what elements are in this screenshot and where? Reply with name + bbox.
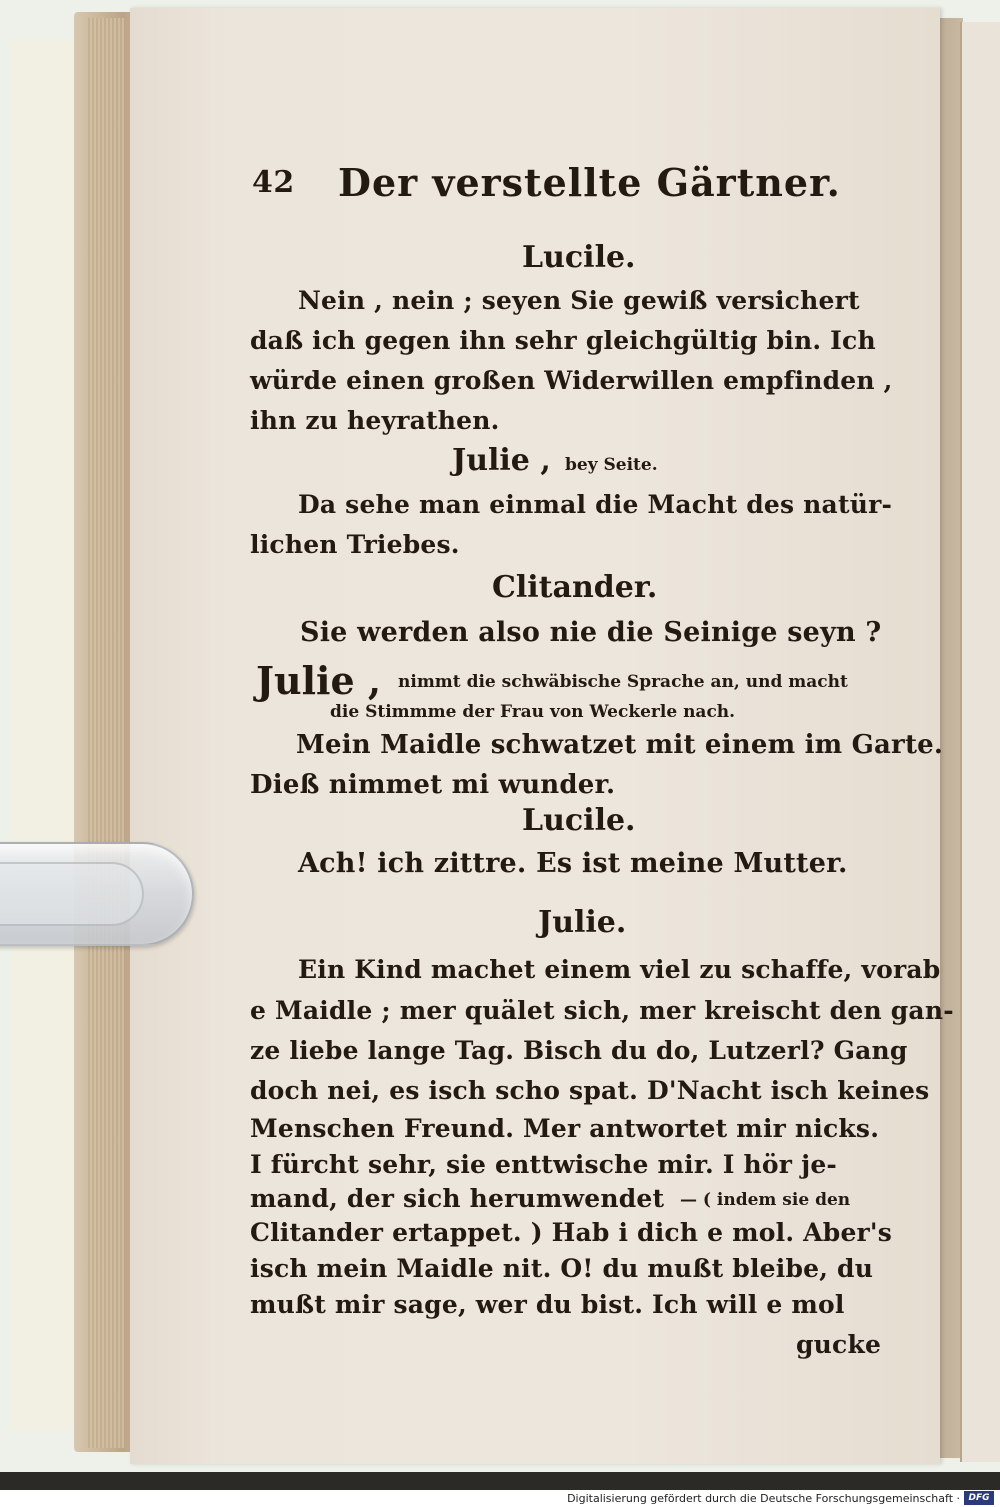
stage-direction: die Stimmme der Frau von Weckerle nach. [330, 702, 736, 722]
text-line: mand, der sich herumwendet [250, 1184, 665, 1213]
text-line: daß ich gegen ihn sehr gleichgültig bin. Ich [250, 326, 876, 355]
speaker-julie: Julie. [538, 905, 627, 940]
text-line: I fürcht sehr, sie enttwische mir. I hör je- [250, 1150, 838, 1179]
catchword: gucke [796, 1330, 882, 1359]
text-line: Mein Maidle schwatzet mit einem im Garte. [296, 730, 944, 760]
page-clip [0, 842, 194, 946]
footer-credit: Digitalisierung gefördert durch die Deutsche Forschungsgemeinschaft · [567, 1492, 960, 1505]
page-number: 42 [252, 165, 295, 200]
page-stack-texture [88, 18, 124, 1448]
adjacent-page [960, 22, 1000, 1462]
stage-direction: bey Seite. [565, 455, 658, 475]
speaker-julie: Julie , [452, 443, 551, 478]
text-line: Menschen Freund. Mer antwortet mir nicks. [250, 1114, 880, 1143]
text-line: mußt mir sage, wer du bist. Ich will e mol [250, 1290, 845, 1319]
text-line: Nein , nein ; seyen Sie gewiß versichert [298, 286, 860, 315]
text-line: doch nei, es isch scho spat. D'Nacht isch keines [250, 1076, 930, 1105]
text-line: isch mein Maidle nit. O! du mußt bleibe, du [250, 1254, 874, 1283]
text-line: ihn zu heyrathen. [250, 406, 500, 435]
text-line: würde einen großen Widerwillen empfinden , [250, 366, 893, 395]
running-title: Der verstellte Gärtner. [338, 160, 841, 205]
backing-sheet [12, 40, 83, 1430]
text-line: Clitander ertappet. ) Hab i dich e mol. Aber's [250, 1218, 893, 1247]
speaker-lucile: Lucile. [522, 240, 636, 275]
text-line: Ach! ich zittre. Es ist meine Mutter. [298, 848, 848, 879]
text-line: e Maidle ; mer quälet sich, mer kreischt den gan- [250, 996, 954, 1025]
dfg-logo: DFG [964, 1491, 994, 1505]
text-line: Da sehe man einmal die Macht des natür- [298, 490, 893, 519]
text-line: Ein Kind machet einem viel zu schaffe, vorab [298, 955, 941, 984]
text-line: Sie werden also nie die Seinige seyn ? [300, 617, 882, 648]
page-clip-inner [0, 862, 144, 926]
speaker-julie: Julie , [256, 658, 382, 703]
text-line: lichen Triebes. [250, 530, 460, 559]
speaker-lucile: Lucile. [522, 803, 636, 838]
stage-direction: nimmt die schwäbische Sprache an, und macht [398, 672, 848, 692]
stage-direction: — ( indem sie den [680, 1190, 851, 1210]
text-line: ze liebe lange Tag. Bisch du do, Lutzerl? Gang [250, 1036, 908, 1065]
speaker-clitander: Clitander. [492, 570, 658, 605]
text-line: Dieß nimmet mi wunder. [250, 770, 616, 800]
scan-bottom-border [0, 1472, 1000, 1490]
